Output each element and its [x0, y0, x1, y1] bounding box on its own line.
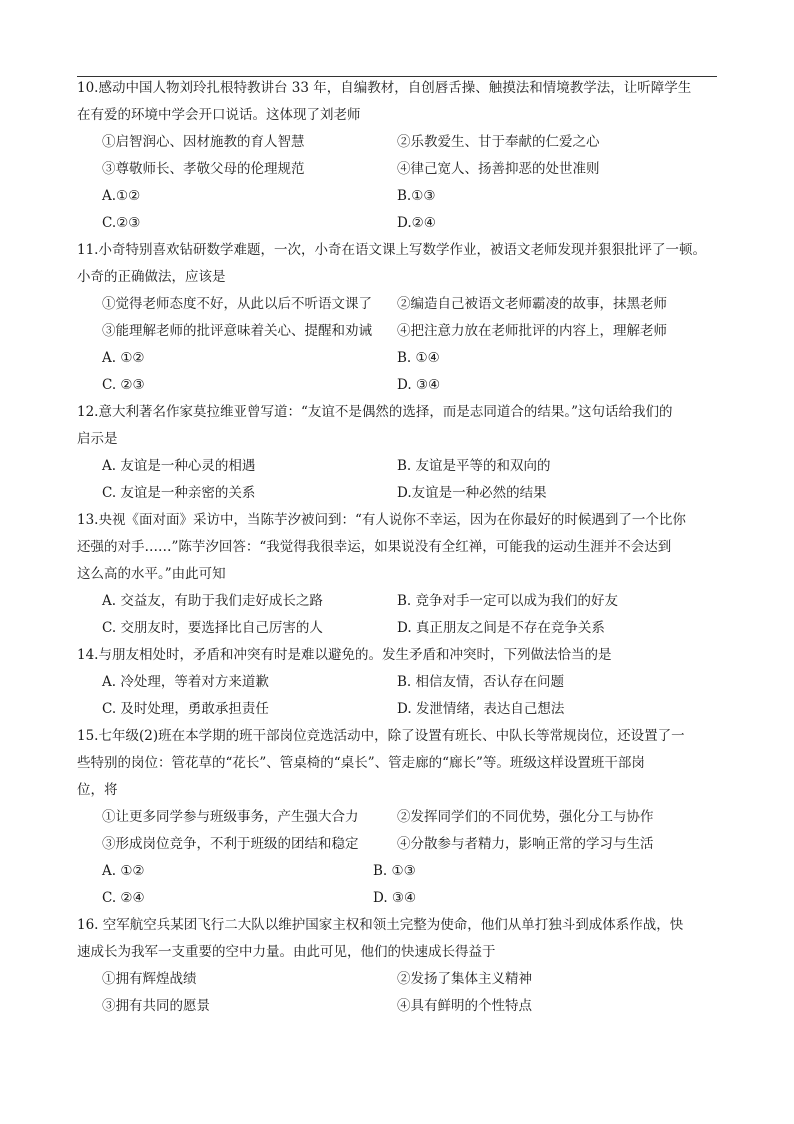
statement-3: ③拥有共同的愿景	[102, 998, 210, 1014]
question-16	[77, 915, 717, 1023]
question-15-stem-line-1: 15.七年级(2)班在本学期的班干部岗位竞选活动中，除了设置有班长、中队长等常规岗位，还设置了一	[77, 728, 685, 744]
choice-d: D. 发泄情绪，表达自己想法	[397, 701, 565, 717]
choice-d: D.友谊是一种必然的结果	[397, 485, 547, 501]
choice-a: A. 友谊是一种心灵的相遇	[102, 458, 256, 474]
choice-b: B. ①③	[373, 863, 416, 879]
exam-page	[77, 78, 717, 1023]
choice-c: C. ②③	[102, 377, 145, 393]
choice-c: C. 交朋友时，要选择比自己厉害的人	[102, 620, 323, 636]
question-16-stem-line-2: 速成长为我军一支重要的空中力量。由此可见，他们的快速成长得益于	[77, 944, 496, 960]
question-11-stem-line-2: 小奇的正确做法，应该是	[77, 269, 226, 285]
choice-c: C.②③	[102, 215, 141, 231]
question-14	[77, 645, 717, 726]
question-11-stem-line-1: 11.小奇特别喜欢钻研数学难题，一次，小奇在语文课上写数学作业，被语文老师发现并狠狠批评了一顿。	[77, 242, 706, 258]
question-13-stem-line-3: 这么高的水平。”由此可知	[77, 566, 226, 582]
statement-1: ①拥有辉煌战绩	[102, 971, 197, 987]
statement-2: ②发挥同学们的不同优势，强化分工与协作	[397, 809, 654, 825]
statement-3: ③形成岗位竞争，不利于班级的团结和稳定	[102, 836, 359, 852]
statement-2: ②发扬了集体主义精神	[397, 971, 532, 987]
choice-d: D. 真正朋友之间是不存在竞争关系	[397, 620, 605, 636]
choice-a: A. 冷处理，等着对方来道歉	[102, 674, 269, 690]
question-16-stem-line-1: 16. 空军航空兵某团飞行二大队以维护国家主权和领土完整为使命，他们从单打独斗到成体系作战，快	[77, 917, 684, 933]
statement-1: ①让更多同学参与班级事务，产生强大合力	[102, 809, 359, 825]
choice-b: B.①③	[397, 188, 436, 204]
choice-c: C. 友谊是一种亲密的关系	[102, 485, 256, 501]
choice-c: C. ②④	[102, 890, 145, 906]
statement-4: ④分散参与者精力，影响正常的学习与生活	[397, 836, 654, 852]
question-13-stem-line-2: 还强的对手……”陈芋汐回答：“我觉得我很幸运，如果说没有全红禅，可能我的运动生涯并不会达到	[77, 539, 672, 555]
choice-d: D. ③④	[373, 890, 417, 906]
question-13	[77, 510, 717, 645]
statement-3: ③尊敬师长、孝敬父母的伦理规范	[102, 161, 305, 177]
statement-2: ②编造自己被语文老师霸凌的故事，抹黑老师	[397, 296, 667, 312]
question-15	[77, 726, 717, 915]
question-14-stem-line-1: 14.与朋友相处时，矛盾和冲突有时是难以避免的。发生矛盾和冲突时，下列做法恰当的是	[77, 647, 612, 663]
question-10	[77, 78, 717, 240]
question-12	[77, 402, 717, 510]
choice-b: B. ①④	[397, 350, 440, 366]
header-rule	[77, 76, 717, 77]
question-12-stem-line-1: 12.意大利著名作家莫拉维亚曾写道：“友谊不是偶然的选择，而是志同道合的结果。”这句话给我们的	[77, 404, 673, 420]
question-11	[77, 240, 717, 402]
question-15-stem-line-2: 些特别的岗位：管花草的“花长”、管桌椅的“桌长”、管走廊的“廊长”等。班级这样设置班干部岗	[77, 755, 645, 771]
statement-1: ①觉得老师态度不好，从此以后不听语文课了	[102, 296, 372, 312]
choice-a: A. ①②	[102, 350, 145, 366]
choice-c: C. 及时处理，勇敢承担责任	[102, 701, 269, 717]
choice-b: B. 相信友情，否认存在问题	[397, 674, 565, 690]
choice-d: D.②④	[397, 215, 436, 231]
question-12-stem-line-2: 启示是	[77, 431, 118, 447]
question-10-stem-line-2: 在有爱的环境中学会开口说话。这体现了刘老师	[77, 107, 361, 123]
statement-4: ④律己宽人、扬善抑恶的处世准则	[397, 161, 600, 177]
choice-a: A.①②	[102, 188, 141, 204]
question-10-stem-line-1: 10.感动中国人物刘玲扎根特教讲台 33 年，自编教材，自创唇舌操、触摸法和情境教学法，让听障学生	[77, 80, 692, 96]
statement-2: ②乐教爱生、甘于奉献的仁爱之心	[397, 134, 600, 150]
statement-3: ③能理解老师的批评意味着关心、提醒和劝诫	[102, 323, 372, 339]
choice-d: D. ③④	[397, 377, 441, 393]
statement-4: ④把注意力放在老师批评的内容上，理解老师	[397, 323, 667, 339]
choice-a: A. 交益友，有助于我们走好成长之路	[102, 593, 323, 609]
statement-4: ④具有鲜明的个性特点	[397, 998, 532, 1014]
choice-a: A. ①②	[102, 863, 145, 879]
choice-b: B. 竞争对手一定可以成为我们的好友	[397, 593, 619, 609]
question-15-stem-line-3: 位，将	[77, 782, 118, 798]
question-13-stem-line-1: 13.央视《面对面》采访中，当陈芋汐被问到：“有人说你不幸运，因为在你最好的时候遇到了一个比你	[77, 512, 686, 528]
statement-1: ①启智润心、因材施教的育人智慧	[102, 134, 305, 150]
choice-b: B. 友谊是平等的和双向的	[397, 458, 551, 474]
